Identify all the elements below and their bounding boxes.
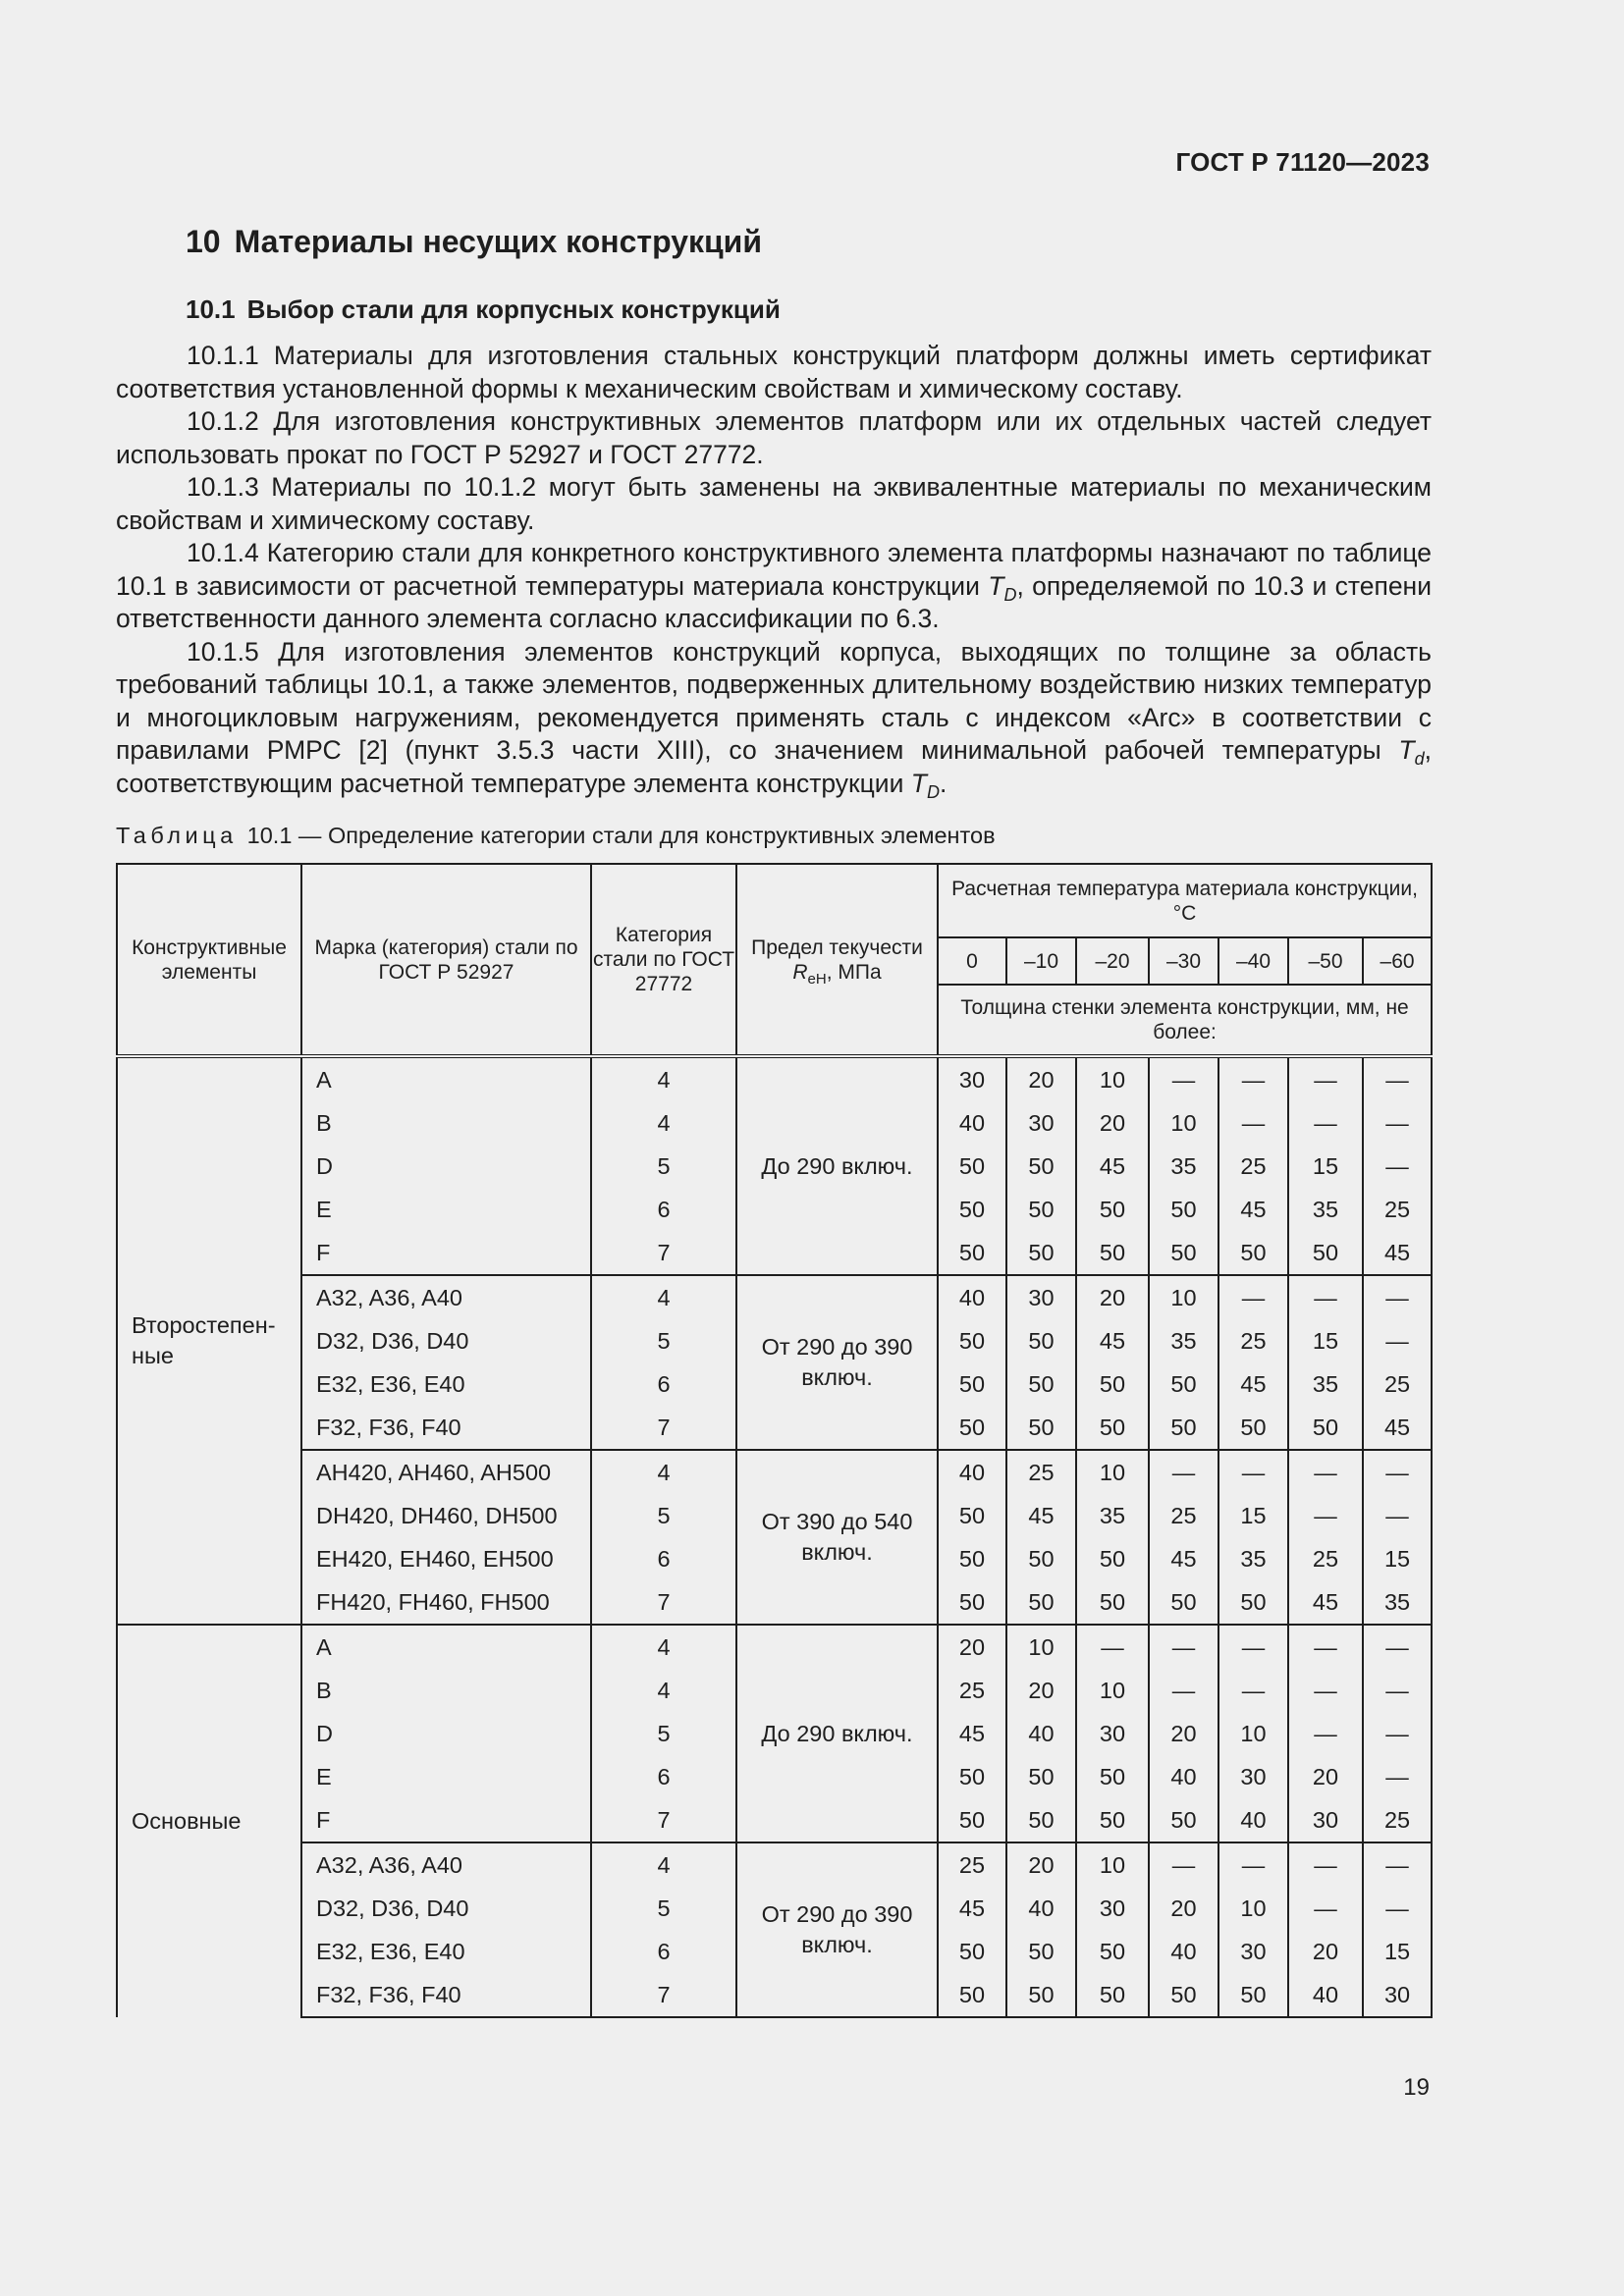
thickness-cell: 50 — [1149, 1798, 1218, 1842]
thickness-cell: 25 — [1006, 1450, 1076, 1494]
thickness-cell: 50 — [1218, 1580, 1288, 1625]
thickness-cell: 30 — [1076, 1887, 1149, 1930]
thickness-cell: 25 — [938, 1842, 1006, 1887]
thickness-cell: 10 — [1076, 1842, 1149, 1887]
thickness-cell: 50 — [938, 1319, 1006, 1362]
thickness-cell: 30 — [938, 1056, 1006, 1101]
category-cell: 7 — [591, 1973, 736, 2017]
thickness-cell: 40 — [1288, 1973, 1363, 2017]
thickness-cell: 50 — [938, 1231, 1006, 1275]
grade-cell: D — [301, 1145, 591, 1188]
thickness-cell: — — [1363, 1755, 1432, 1798]
yield-strength-cell: От 390 до 540 включ. — [736, 1450, 938, 1625]
thickness-cell: 20 — [1076, 1101, 1149, 1145]
thickness-cell: 10 — [1218, 1712, 1288, 1755]
thickness-cell: — — [1288, 1842, 1363, 1887]
thickness-cell: 25 — [1363, 1362, 1432, 1406]
grade-cell: E — [301, 1188, 591, 1231]
thickness-cell: 45 — [1006, 1494, 1076, 1537]
thickness-cell: — — [1218, 1450, 1288, 1494]
thickness-cell: 20 — [1076, 1275, 1149, 1319]
thickness-cell: 45 — [1363, 1406, 1432, 1450]
thickness-cell: 50 — [938, 1755, 1006, 1798]
element-type-cell: Основные — [117, 1625, 301, 2017]
element-type-cell: Второстепен-ные — [117, 1056, 301, 1625]
thickness-cell: 50 — [1076, 1580, 1149, 1625]
steel-category-table — [116, 863, 1433, 2018]
thickness-cell: 30 — [1363, 1973, 1432, 2017]
thickness-cell: 20 — [1006, 1842, 1076, 1887]
header-thickness: Толщина стенки элемента конструкции, мм, не более: — [938, 985, 1432, 1056]
thickness-cell: 50 — [1006, 1145, 1076, 1188]
thickness-cell: 10 — [1149, 1101, 1218, 1145]
thickness-cell: 10 — [1076, 1669, 1149, 1712]
paragraph-text: , определяемой по 10.3 и степени ответственности данного элемента согласно классификации по 6.3. — [116, 570, 1432, 633]
thickness-cell: — — [1288, 1056, 1363, 1101]
category-cell: 7 — [591, 1231, 736, 1275]
thickness-cell: — — [1363, 1101, 1432, 1145]
thickness-cell: 50 — [1288, 1231, 1363, 1275]
thickness-cell: 50 — [1218, 1231, 1288, 1275]
thickness-cell: 50 — [1006, 1231, 1076, 1275]
subsection-number: 10.1 — [186, 294, 236, 324]
thickness-cell: 50 — [1076, 1231, 1149, 1275]
header-elements: Конструктивные элементы — [117, 864, 301, 1056]
thickness-cell: — — [1288, 1669, 1363, 1712]
thickness-cell: — — [1218, 1056, 1288, 1101]
thickness-cell: — — [1363, 1625, 1432, 1669]
thickness-cell: — — [1149, 1842, 1218, 1887]
thickness-cell: 50 — [938, 1580, 1006, 1625]
table-row — [117, 1842, 1432, 1887]
table-row — [117, 1275, 1432, 1319]
thickness-cell: 30 — [1006, 1101, 1076, 1145]
table-caption-text: 10.1 — Определение категории стали для конструктивных элементов — [246, 823, 996, 848]
yield-strength-cell: От 290 до 390 включ. — [736, 1842, 938, 2017]
thickness-cell: 35 — [1149, 1145, 1218, 1188]
thickness-cell: — — [1288, 1494, 1363, 1537]
thickness-cell: 50 — [1076, 1406, 1149, 1450]
thickness-cell: — — [1363, 1145, 1432, 1188]
category-cell: 5 — [591, 1319, 736, 1362]
thickness-cell: 50 — [1076, 1798, 1149, 1842]
thickness-cell: 10 — [1149, 1275, 1218, 1319]
thickness-cell: 25 — [1288, 1537, 1363, 1580]
grade-cell: F32, F36, F40 — [301, 1406, 591, 1450]
thickness-cell: 15 — [1288, 1319, 1363, 1362]
thickness-cell: 50 — [1149, 1406, 1218, 1450]
thickness-cell: 40 — [938, 1101, 1006, 1145]
thickness-cell: 15 — [1363, 1537, 1432, 1580]
thickness-cell: — — [1288, 1450, 1363, 1494]
thickness-cell: — — [1363, 1494, 1432, 1537]
thickness-cell: 50 — [1288, 1406, 1363, 1450]
paragraph-text: 10.1.4 Категорию стали для конкретного конструктивного элемента платформы назначают по таблице 10.1 в зависимости от расчетной температуры материала конструкции — [116, 538, 1432, 601]
paragraph-10-1-3: 10.1.3 Материалы по 10.1.2 могут быть заменены на эквивалентные материалы по механическим свойствам и химическому составу. — [116, 472, 1432, 535]
category-cell: 7 — [591, 1798, 736, 1842]
header-temp-cell: –10 — [1006, 937, 1076, 985]
header-category: Категория стали по ГОСТ 27772 — [591, 864, 736, 1056]
thickness-cell: 40 — [1006, 1887, 1076, 1930]
category-cell: 4 — [591, 1056, 736, 1101]
grade-cell: EH420, EH460, EH500 — [301, 1537, 591, 1580]
paragraph-10-1-5 — [116, 636, 1432, 801]
grade-cell: A32, A36, A40 — [301, 1275, 591, 1319]
thickness-cell: — — [1218, 1669, 1288, 1712]
category-cell: 4 — [591, 1842, 736, 1887]
grade-cell: E — [301, 1755, 591, 1798]
table-caption-word: Таблица — [116, 823, 238, 848]
thickness-cell: 25 — [938, 1669, 1006, 1712]
category-cell: 5 — [591, 1712, 736, 1755]
thickness-cell: 50 — [1218, 1973, 1288, 2017]
paragraph-text: , соответствующим расчетной температуре элемента конструкции — [116, 735, 1432, 798]
header-yield-unit: , МПа — [826, 960, 882, 984]
body-text — [116, 340, 1432, 800]
thickness-cell: 50 — [1006, 1319, 1076, 1362]
thickness-cell: 50 — [1149, 1580, 1218, 1625]
thickness-cell: 45 — [1288, 1580, 1363, 1625]
thickness-cell: 50 — [1076, 1973, 1149, 2017]
thickness-cell: 35 — [1218, 1537, 1288, 1580]
thickness-cell: — — [1076, 1625, 1149, 1669]
table-caption — [116, 823, 996, 849]
thickness-cell: 40 — [1006, 1712, 1076, 1755]
thickness-cell: — — [1288, 1887, 1363, 1930]
thickness-cell: — — [1288, 1275, 1363, 1319]
symbol-t: T — [910, 768, 927, 798]
subsection-heading — [186, 294, 781, 325]
category-cell: 6 — [591, 1362, 736, 1406]
thickness-cell: 10 — [1218, 1887, 1288, 1930]
thickness-cell: 25 — [1363, 1188, 1432, 1231]
thickness-cell: 50 — [1076, 1537, 1149, 1580]
thickness-cell: 50 — [1149, 1362, 1218, 1406]
grade-cell: AH420, AH460, AH500 — [301, 1450, 591, 1494]
thickness-cell: 50 — [1006, 1188, 1076, 1231]
category-cell: 5 — [591, 1145, 736, 1188]
category-cell: 6 — [591, 1755, 736, 1798]
thickness-cell: 30 — [1076, 1712, 1149, 1755]
page-number: 19 — [1403, 2074, 1430, 2101]
thickness-cell: 35 — [1288, 1188, 1363, 1231]
thickness-cell: 20 — [1006, 1669, 1076, 1712]
category-cell: 4 — [591, 1669, 736, 1712]
thickness-cell: 20 — [1006, 1056, 1076, 1101]
header-temp-cell: –60 — [1363, 937, 1432, 985]
thickness-cell: 40 — [1218, 1798, 1288, 1842]
grade-cell: D — [301, 1712, 591, 1755]
thickness-cell: 30 — [1218, 1930, 1288, 1973]
thickness-cell: — — [1363, 1887, 1432, 1930]
grade-cell: DH420, DH460, DH500 — [301, 1494, 591, 1537]
header-yield-symbol: R — [792, 960, 808, 984]
thickness-cell: 45 — [1218, 1188, 1288, 1231]
thickness-cell: 50 — [1006, 1406, 1076, 1450]
thickness-cell: — — [1218, 1275, 1288, 1319]
thickness-cell: — — [1218, 1101, 1288, 1145]
thickness-cell: 35 — [1149, 1319, 1218, 1362]
grade-cell: E32, E36, E40 — [301, 1362, 591, 1406]
thickness-cell: 40 — [1149, 1930, 1218, 1973]
thickness-cell: 50 — [1149, 1231, 1218, 1275]
category-cell: 6 — [591, 1930, 736, 1973]
category-cell: 7 — [591, 1406, 736, 1450]
thickness-cell: 50 — [938, 1798, 1006, 1842]
thickness-cell: 15 — [1218, 1494, 1288, 1537]
standard-code: ГОСТ Р 71120—2023 — [1175, 147, 1430, 177]
category-cell: 4 — [591, 1625, 736, 1669]
paragraph-text: 10.1.5 Для изготовления элементов конструкций корпуса, выходящих по толщине за область требований таблицы 10.1, а также элементов, подверженных длительному воздействию низких температур и многоцикловым нагружениям, рекомендуется применять сталь с индексом «Arc» в соответствии с правилами РМРС [2] (пункт 3.5.3 части XIII), со значением минимальной рабочей температуры — [116, 636, 1432, 765]
thickness-cell: 50 — [938, 1537, 1006, 1580]
thickness-cell: — — [1363, 1669, 1432, 1712]
subsection-title: Выбор стали для корпусных конструкций — [246, 294, 781, 324]
thickness-cell: 50 — [1006, 1930, 1076, 1973]
symbol-t: T — [1398, 735, 1415, 765]
thickness-cell: 50 — [1149, 1188, 1218, 1231]
thickness-cell: 50 — [938, 1494, 1006, 1537]
thickness-cell: 50 — [1006, 1755, 1076, 1798]
thickness-cell: 30 — [1218, 1755, 1288, 1798]
category-cell: 6 — [591, 1537, 736, 1580]
header-temp-cell: –50 — [1288, 937, 1363, 985]
thickness-cell: 45 — [1076, 1145, 1149, 1188]
category-cell: 4 — [591, 1275, 736, 1319]
header-temp-cell: 0 — [938, 937, 1006, 985]
thickness-cell: — — [1218, 1842, 1288, 1887]
thickness-cell: — — [1218, 1625, 1288, 1669]
thickness-cell: 20 — [1149, 1712, 1218, 1755]
thickness-cell: 30 — [1288, 1798, 1363, 1842]
paragraph-10-1-1: 10.1.1 Материалы для изготовления стальных конструкций платформ должны иметь сертификат соответствия установленной формы к механическим свойствам и химическому составу. — [116, 341, 1432, 403]
thickness-cell: 45 — [938, 1712, 1006, 1755]
thickness-cell: 35 — [1288, 1362, 1363, 1406]
header-yield-text: Предел текучести — [751, 935, 923, 959]
paragraph-10-1-4 — [116, 537, 1432, 636]
thickness-cell: 50 — [1218, 1406, 1288, 1450]
header-temp-cell: –20 — [1076, 937, 1149, 985]
thickness-cell: 50 — [1006, 1580, 1076, 1625]
thickness-cell: 15 — [1363, 1930, 1432, 1973]
yield-strength-cell: От 290 до 390 включ. — [736, 1275, 938, 1450]
section-number: 10 — [186, 224, 221, 259]
header-temp-cell: –40 — [1218, 937, 1288, 985]
table-row — [117, 1450, 1432, 1494]
thickness-cell: 20 — [1288, 1930, 1363, 1973]
category-cell: 7 — [591, 1580, 736, 1625]
header-temperature: Расчетная температура материала конструкции, °С — [938, 864, 1432, 937]
thickness-cell: — — [1288, 1625, 1363, 1669]
symbol-t: T — [988, 570, 1004, 601]
thickness-cell: 40 — [938, 1275, 1006, 1319]
subscript-d-upper: D — [1003, 584, 1017, 605]
grade-cell: B — [301, 1669, 591, 1712]
grade-cell: D32, D36, D40 — [301, 1887, 591, 1930]
header-temp-cell: –30 — [1149, 937, 1218, 985]
thickness-cell: 25 — [1218, 1319, 1288, 1362]
thickness-cell: — — [1363, 1056, 1432, 1101]
thickness-cell: 20 — [938, 1625, 1006, 1669]
category-cell: 5 — [591, 1887, 736, 1930]
yield-strength-cell: До 290 включ. — [736, 1056, 938, 1275]
thickness-cell: 50 — [1076, 1755, 1149, 1798]
thickness-cell: 50 — [1006, 1973, 1076, 2017]
thickness-cell: 35 — [1076, 1494, 1149, 1537]
thickness-cell: — — [1363, 1275, 1432, 1319]
thickness-cell: 45 — [1363, 1231, 1432, 1275]
yield-strength-cell: До 290 включ. — [736, 1625, 938, 1842]
grade-cell: D32, D36, D40 — [301, 1319, 591, 1362]
thickness-cell: 45 — [1076, 1319, 1149, 1362]
thickness-cell: — — [1363, 1319, 1432, 1362]
thickness-cell: 50 — [1006, 1362, 1076, 1406]
category-cell: 4 — [591, 1450, 736, 1494]
thickness-cell: — — [1149, 1450, 1218, 1494]
thickness-cell: 10 — [1076, 1450, 1149, 1494]
subscript-d-lower: d — [1414, 749, 1425, 769]
category-cell: 5 — [591, 1494, 736, 1537]
thickness-cell: 25 — [1363, 1798, 1432, 1842]
grade-cell: B — [301, 1101, 591, 1145]
header-yield — [736, 864, 938, 1056]
table-row — [117, 1625, 1432, 1669]
thickness-cell: 50 — [938, 1145, 1006, 1188]
header-yield-subscript: eH — [807, 970, 827, 988]
section-heading — [186, 224, 762, 260]
thickness-cell: — — [1288, 1712, 1363, 1755]
thickness-cell: 45 — [1149, 1537, 1218, 1580]
thickness-cell: 45 — [938, 1887, 1006, 1930]
thickness-cell: — — [1363, 1712, 1432, 1755]
thickness-cell: 50 — [938, 1362, 1006, 1406]
thickness-cell: — — [1363, 1842, 1432, 1887]
thickness-cell: 40 — [1149, 1755, 1218, 1798]
thickness-cell: 20 — [1149, 1887, 1218, 1930]
thickness-cell: 50 — [1076, 1188, 1149, 1231]
grade-cell: FH420, FH460, FH500 — [301, 1580, 591, 1625]
thickness-cell: 20 — [1288, 1755, 1363, 1798]
thickness-cell: 10 — [1076, 1056, 1149, 1101]
grade-cell: A — [301, 1056, 591, 1101]
thickness-cell: 50 — [938, 1188, 1006, 1231]
thickness-cell: — — [1149, 1625, 1218, 1669]
table-row — [117, 1056, 1432, 1101]
thickness-cell: 30 — [1006, 1275, 1076, 1319]
category-cell: 6 — [591, 1188, 736, 1231]
grade-cell: A — [301, 1625, 591, 1669]
grade-cell: F32, F36, F40 — [301, 1973, 591, 2017]
thickness-cell: 15 — [1288, 1145, 1363, 1188]
grade-cell: A32, A36, A40 — [301, 1842, 591, 1887]
thickness-cell: 25 — [1149, 1494, 1218, 1537]
thickness-cell: 50 — [1006, 1798, 1076, 1842]
thickness-cell: — — [1288, 1101, 1363, 1145]
paragraph-10-1-2: 10.1.2 Для изготовления конструктивных элементов платформ или их отдельных частей следует использовать прокат по ГОСТ Р 52927 и ГОСТ 27772. — [116, 406, 1432, 469]
thickness-cell: — — [1149, 1056, 1218, 1101]
subscript-d-upper: D — [926, 781, 940, 802]
thickness-cell: — — [1149, 1669, 1218, 1712]
thickness-cell: 50 — [1149, 1973, 1218, 2017]
thickness-cell: 10 — [1006, 1625, 1076, 1669]
thickness-cell: 50 — [1076, 1362, 1149, 1406]
thickness-cell: 50 — [1076, 1930, 1149, 1973]
thickness-cell: 50 — [1006, 1537, 1076, 1580]
paragraph-text: . — [939, 768, 947, 798]
grade-cell: F — [301, 1231, 591, 1275]
thickness-cell: 35 — [1363, 1580, 1432, 1625]
thickness-cell: 25 — [1218, 1145, 1288, 1188]
grade-cell: E32, E36, E40 — [301, 1930, 591, 1973]
thickness-cell: — — [1363, 1450, 1432, 1494]
grade-cell: F — [301, 1798, 591, 1842]
thickness-cell: 40 — [938, 1450, 1006, 1494]
section-title: Материалы несущих конструкций — [234, 224, 763, 259]
header-grade: Марка (категория) стали по ГОСТ Р 52927 — [301, 864, 591, 1056]
thickness-cell: 50 — [938, 1973, 1006, 2017]
thickness-cell: 45 — [1218, 1362, 1288, 1406]
category-cell: 4 — [591, 1101, 736, 1145]
thickness-cell: 50 — [938, 1930, 1006, 1973]
thickness-cell: 50 — [938, 1406, 1006, 1450]
